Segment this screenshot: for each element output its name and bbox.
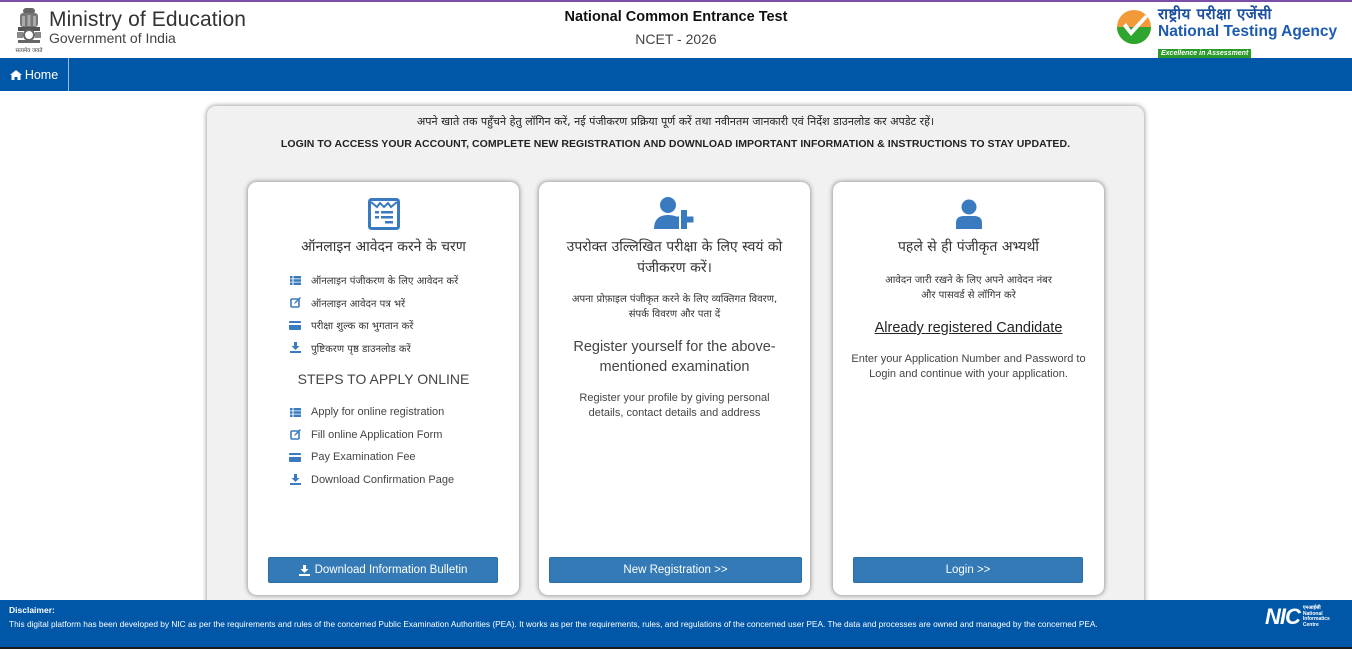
ministry-branding: [12, 4, 246, 54]
download-icon: [289, 474, 301, 486]
exam-title: National Common Entrance Test: [564, 9, 788, 25]
ministry-title: Ministry of Education: [49, 8, 247, 31]
list-icon: [289, 274, 301, 286]
download-icon: [299, 565, 310, 576]
nic-letters: NIC: [1265, 604, 1300, 629]
register-english-desc: Register your profile by giving personal details, contact details and address: [579, 392, 770, 419]
edit-icon: [289, 429, 301, 441]
disclaimer-text: This digital platform has been developed by NIC as per the requirements and rules of the concerned Public Examination Authorities (PEA). It works as per the requirements, rules, and regulations of the concerned user PEA. The data and processes are owned and managed by the concerned PEA.: [9, 619, 1098, 629]
list-icon: [289, 406, 301, 418]
user-icon: [833, 199, 1104, 229]
nta-branding: [1116, 6, 1337, 59]
new-registration-card: [539, 182, 810, 595]
login-hindi-desc: आवेदन जारी रखने के लिए अपने आवेदन नंबर और पासवर्ड से लॉगिन करे: [885, 275, 1052, 301]
english-step-1: Apply for online registration: [289, 401, 454, 424]
add-user-icon: [539, 196, 810, 230]
nav-home-link[interactable]: [0, 58, 69, 91]
hindi-step-1: ऑनलाइन पंजीकरण के लिए आवेदन करें: [289, 269, 458, 292]
login-button[interactable]: Login >>: [853, 557, 1083, 583]
national-emblem-icon: [12, 4, 46, 54]
login-english-desc: Enter your Application Number and Password to Login and continue with your application.: [851, 353, 1086, 380]
edit-icon: [289, 297, 301, 309]
hindi-step-4: पुष्टिकरण पृष्ठ डाउनलोड करें: [289, 337, 458, 360]
download-icon: [289, 342, 301, 354]
already-registered-link[interactable]: Already registered Candidate: [874, 320, 1063, 336]
steps-english-title: STEPS TO APPLY ONLINE: [297, 371, 470, 387]
ministry-subtitle: Government of India: [49, 30, 176, 46]
nav-home-label: Home: [24, 67, 59, 82]
nta-logo-icon: [1116, 9, 1152, 45]
intro-hindi-text: अपने खाते तक पहुँचने हेतु लॉगिन करें, नई पंजीकरण प्रक्रिया पूर्ण करें तथा नवीनतम जानकारी एवं निर्देश डाउनलोड कर अपडेट रहें।: [416, 115, 935, 128]
hindi-steps-list: [289, 269, 458, 359]
main-navbar: [0, 58, 1352, 91]
agency-hindi-name: राष्ट्रीय परीक्षा एजेंसी: [1158, 5, 1272, 23]
card-icon: [289, 451, 301, 463]
steps-hindi-title: ऑनलाइन आवेदन करने के चरण: [301, 239, 466, 255]
new-registration-button[interactable]: New Registration >>: [549, 557, 802, 583]
disclaimer-footer: [0, 600, 1352, 649]
nic-logo: NIC एनआईसी National Informatics Centre: [1265, 604, 1330, 629]
register-english-title: Register yourself for the above-mentioned examination: [573, 339, 776, 375]
hindi-step-3: परीक्षा शुल्क का भुगतान करें: [289, 314, 458, 337]
login-card: [833, 182, 1104, 595]
english-step-4: Download Confirmation Page: [289, 469, 454, 492]
english-step-3: Pay Examination Fee: [289, 446, 454, 469]
agency-tagline: Excellence in Assessment: [1158, 49, 1251, 58]
english-step-2: Fill online Application Form: [289, 424, 454, 447]
site-header: [0, 2, 1352, 58]
application-form-icon: [248, 198, 519, 230]
download-information-bulletin-button[interactable]: Download Information Bulletin: [268, 557, 498, 583]
english-steps-list: [289, 401, 454, 491]
agency-english-name: National Testing Agency: [1158, 23, 1338, 40]
hindi-step-2: ऑनलाइन आवेदन पत्र भरें: [289, 292, 458, 315]
steps-card: [248, 182, 519, 595]
svg-text:सत्यमेव जयते: सत्यमेव जयते: [15, 48, 43, 54]
register-hindi-title: उपरोक्त उल्लिखित परीक्षा के लिए स्वयं को पंजीकरण करें।: [566, 239, 783, 276]
card-icon: [289, 319, 301, 331]
login-hindi-title: पहले से ही पंजीकृत अभ्यर्थी: [897, 239, 1040, 255]
exam-code: NCET - 2026: [635, 31, 717, 47]
intro-english-text: LOGIN TO ACCESS YOUR ACCOUNT, COMPLETE NEW REGISTRATION AND DOWNLOAD IMPORTANT INFORMATION & INSTRUCTIONS TO STAY UPDATED.: [280, 138, 1071, 150]
exam-heading: [476, 9, 876, 47]
home-icon: [10, 70, 22, 80]
register-hindi-desc: अपना प्रोफ़ाइल पंजीकृत करने के लिए व्यक्तिगत विवरण, संपर्क विवरण और पता दें: [571, 294, 778, 320]
disclaimer-title: Disclaimer:: [9, 605, 55, 615]
